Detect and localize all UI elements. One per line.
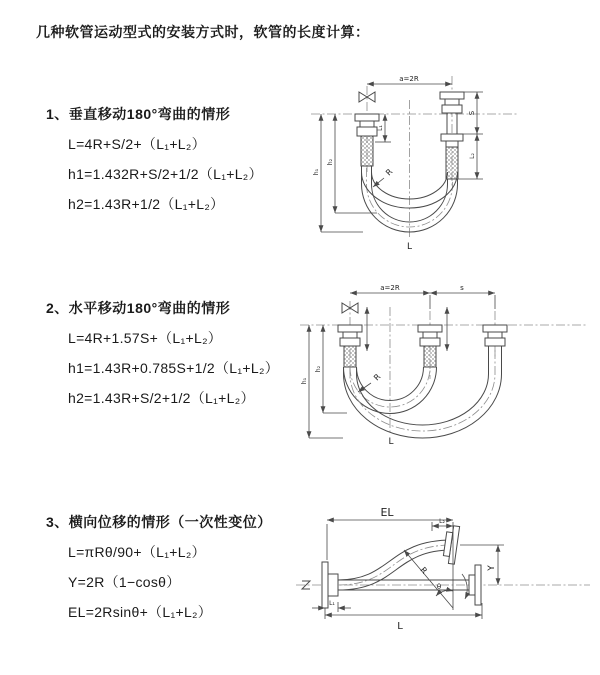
section-1-formula-L: L=4R+S/2+（L₁+L₂） (68, 136, 206, 152)
dim-label-L2: L₂ (469, 153, 476, 159)
dim-label-L1: L₁ (377, 125, 384, 131)
dim-label-L2: L₂ (439, 518, 445, 525)
section-3-formula-Y: Y=2R（1−cosθ） (68, 574, 181, 590)
flange-right (469, 565, 481, 605)
diagram-horizontal-180-bend (295, 281, 595, 471)
dim-label-h1: h₁ (313, 168, 320, 176)
page-title: 几种软管运动型式的安装方式时，软管的长度计算： (36, 24, 370, 40)
dim-label-L1: L₁ (329, 600, 335, 607)
hose-displaced-position (338, 540, 452, 590)
dim-label-EL: EL (380, 506, 394, 519)
diagram-lateral-displacement (292, 498, 597, 660)
dim-label-h2: h₂ (315, 365, 322, 373)
section-3-formula-EL: EL=2Rsinθ+（L₁+L₂） (68, 604, 213, 620)
dim-label-S: S (468, 110, 476, 116)
hose-curves (344, 346, 502, 438)
dim-label-h2: h₂ (327, 158, 334, 166)
hose-fitting-right (440, 92, 464, 179)
dim-label-a2R: a=2R (399, 75, 419, 83)
radius-label: R (372, 372, 383, 383)
dim-label-h1: h₁ (301, 377, 308, 385)
diagram-vertical-180-bend (305, 72, 595, 257)
braided-hose-section (361, 136, 373, 166)
section-3-heading: 3、横向位移的情形（一次性变位） (46, 514, 272, 530)
braided-hose-section (344, 346, 356, 367)
length-label: L (388, 437, 394, 447)
radius-label: R (384, 167, 395, 178)
hose-fitting-right (483, 325, 507, 346)
dim-label-s: s (460, 284, 464, 292)
hose-fitting-left (355, 114, 379, 166)
radius-label: R (418, 565, 429, 576)
dim-label-Y: Y (487, 565, 497, 571)
theta-label: θ (436, 583, 442, 591)
section-2-formula-L: L=4R+1.57S+（L₁+L₂） (68, 330, 223, 346)
section-1-heading: 1、垂直移动180°弯曲的情形 (46, 106, 231, 122)
dim-label-a2R: a=2R (380, 284, 400, 292)
dim-label-L: L (397, 621, 403, 632)
flange-displaced (442, 525, 459, 564)
hose-fitting-middle (418, 325, 442, 367)
length-label: L (406, 242, 413, 252)
section-2-formula-h1: h1=1.43R+0.785S+1/2（L₁+L₂） (68, 360, 279, 376)
section-1-formula-h2: h2=1.43R+1/2（L₁+L₂） (68, 196, 225, 212)
section-2-heading: 2、水平移动180°弯曲的情形 (46, 300, 231, 316)
braided-hose-section (424, 346, 436, 367)
hose-fitting-left (338, 325, 362, 367)
section-3-formula-L: L=πRθ/90+（L₁+L₂） (68, 544, 206, 560)
section-1-formula-h1: h1=1.432R+S/2+1/2（L₁+L₂） (68, 166, 263, 182)
section-2-formula-h2: h2=1.43R+S/2+1/2（L₁+L₂） (68, 390, 255, 406)
